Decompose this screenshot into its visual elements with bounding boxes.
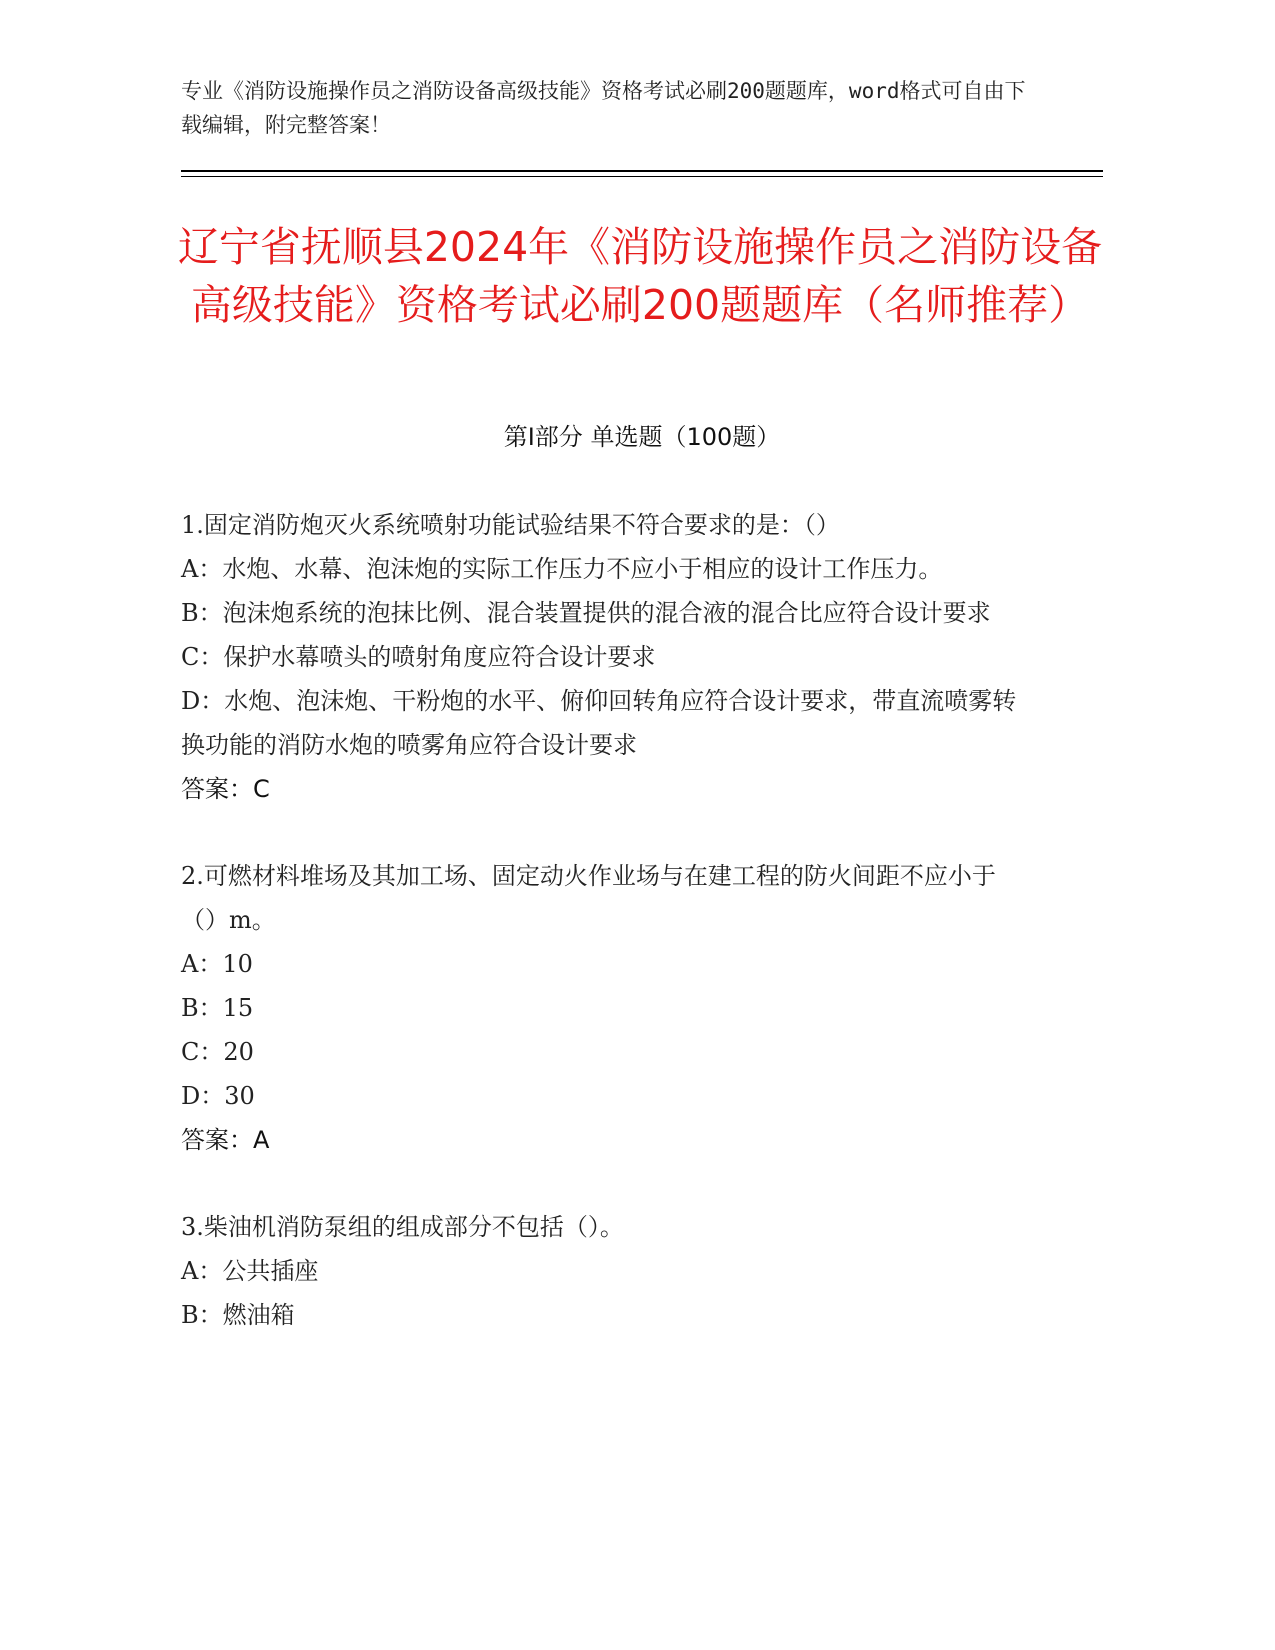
option-a: A：10	[181, 950, 253, 978]
option-b: B：泡沫炮系统的泡抹比例、混合装置提供的混合液的混合比应符合设计要求	[181, 599, 991, 627]
question-2	[181, 854, 1031, 1162]
question-stem: 2.可燃材料堆场及其加工场、固定动火作业场与在建工程的防火间距不应小于（）m。	[181, 862, 996, 934]
question-stem: 1.固定消防炮灭火系统喷射功能试验结果不符合要求的是：（）	[181, 511, 840, 539]
answer: 答案：C	[181, 775, 270, 803]
question-1	[181, 503, 1031, 811]
option-b: B：15	[181, 994, 254, 1022]
option-d: D：水炮、泡沫炮、干粉炮的水平、俯仰回转角应符合设计要求，带直流喷雾转换功能的消防水炮的喷雾角应符合设计要求	[181, 687, 1017, 759]
header-rule-thin	[181, 176, 1103, 177]
document-title: 辽宁省抚顺县2024年《消防设施操作员之消防设备高级技能》资格考试必刷200题题库（名师推荐）	[177, 223, 1103, 329]
option-c: C：保护水幕喷头的喷射角度应符合设计要求	[181, 643, 656, 671]
header-note: 专业《消防设施操作员之消防设备高级技能》资格考试必刷200题题库，word格式可自由下载编辑，附完整答案！	[181, 79, 1026, 137]
option-c: C：20	[181, 1038, 254, 1066]
section-heading: 第Ⅰ部分 单选题（100题）	[503, 423, 781, 451]
question-list	[181, 503, 1031, 1337]
option-b: B：燃油箱	[181, 1301, 295, 1329]
option-a: A：公共插座	[181, 1257, 319, 1285]
option-a: A：水炮、水幕、泡沫炮的实际工作压力不应小于相应的设计工作压力。	[181, 555, 943, 583]
question-3	[181, 1205, 1031, 1337]
question-stem: 3.柴油机消防泵组的组成部分不包括（）。	[181, 1213, 624, 1241]
header-rule-thick	[181, 170, 1103, 172]
answer: 答案：A	[181, 1126, 270, 1154]
option-d: D：30	[181, 1082, 255, 1110]
